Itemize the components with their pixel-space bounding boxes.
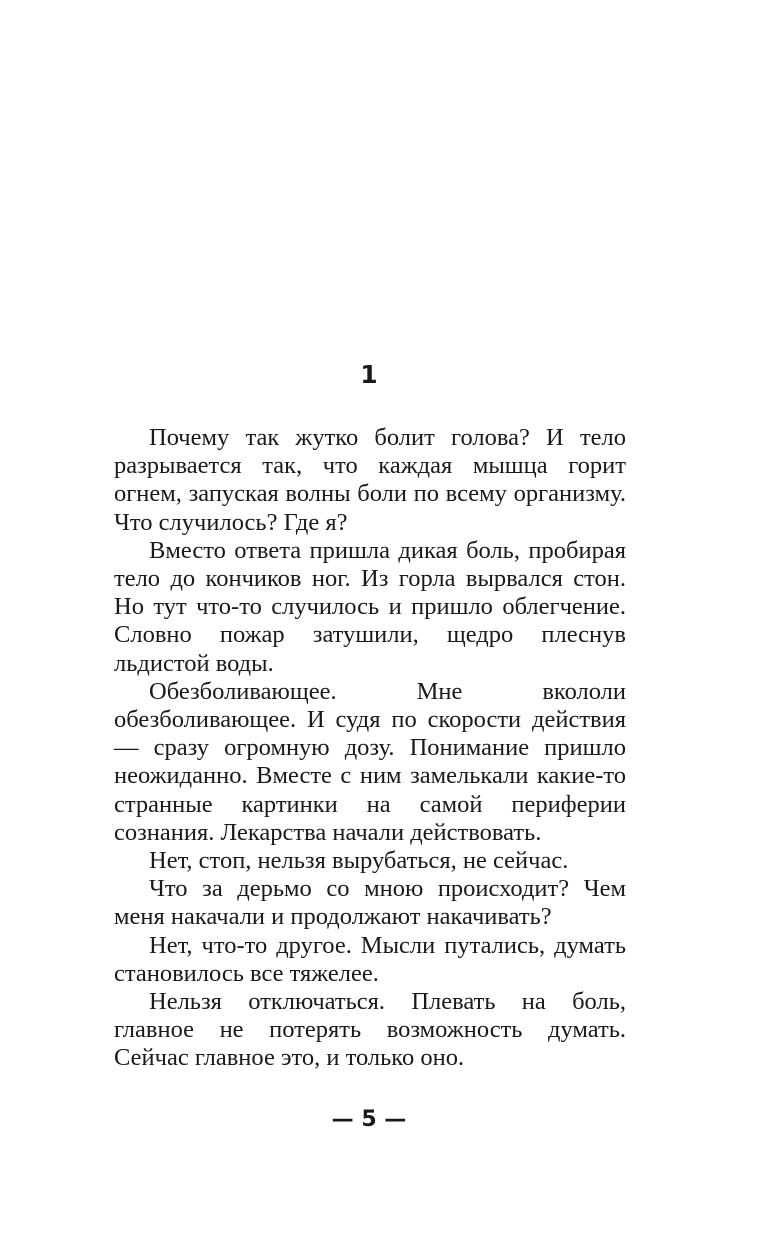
paragraph: Обезболивающее. Мне вкололи обезболивающее. И судя по скорости действия — сразу огромную дозу. Понимание пришло неожиданно. Вместе с ним замелькали какие-то странные картинки на самой периферии сознания. Лекарства начали действовать. (114, 677, 626, 846)
chapter-body (114, 424, 626, 1073)
paragraph: Почему так жутко болит голова? И тело разрывается так, что каждая мышца горит огнем, запуская волны боли по всему организму. Что случилось? Где я? (114, 424, 626, 536)
paragraph: Вместо ответа пришла дикая боль, пробирая тело до кончиков ног. Из горла вырвался стон. Но тут что-то случилось и пришло облегчение. Словно пожар затушили, щедро плеснув льдистой воды. (114, 536, 626, 677)
paragraph: Что за дерьмо со мною происходит? Чем меня накачали и продолжают накачивать? (114, 875, 626, 931)
paragraph: Нельзя отключаться. Плевать на боль, главное не потерять возможность думать. Сейчас главное это, и только оно. (114, 988, 626, 1072)
paragraph: Нет, что-то другое. Мысли путались, думать становилось все тяжелее. (114, 931, 626, 987)
page-number: — 5 — (331, 1107, 407, 1132)
chapter-number: 1 (360, 360, 378, 389)
paragraph: Нет, стоп, нельзя вырубаться, не сейчас. (149, 847, 569, 875)
